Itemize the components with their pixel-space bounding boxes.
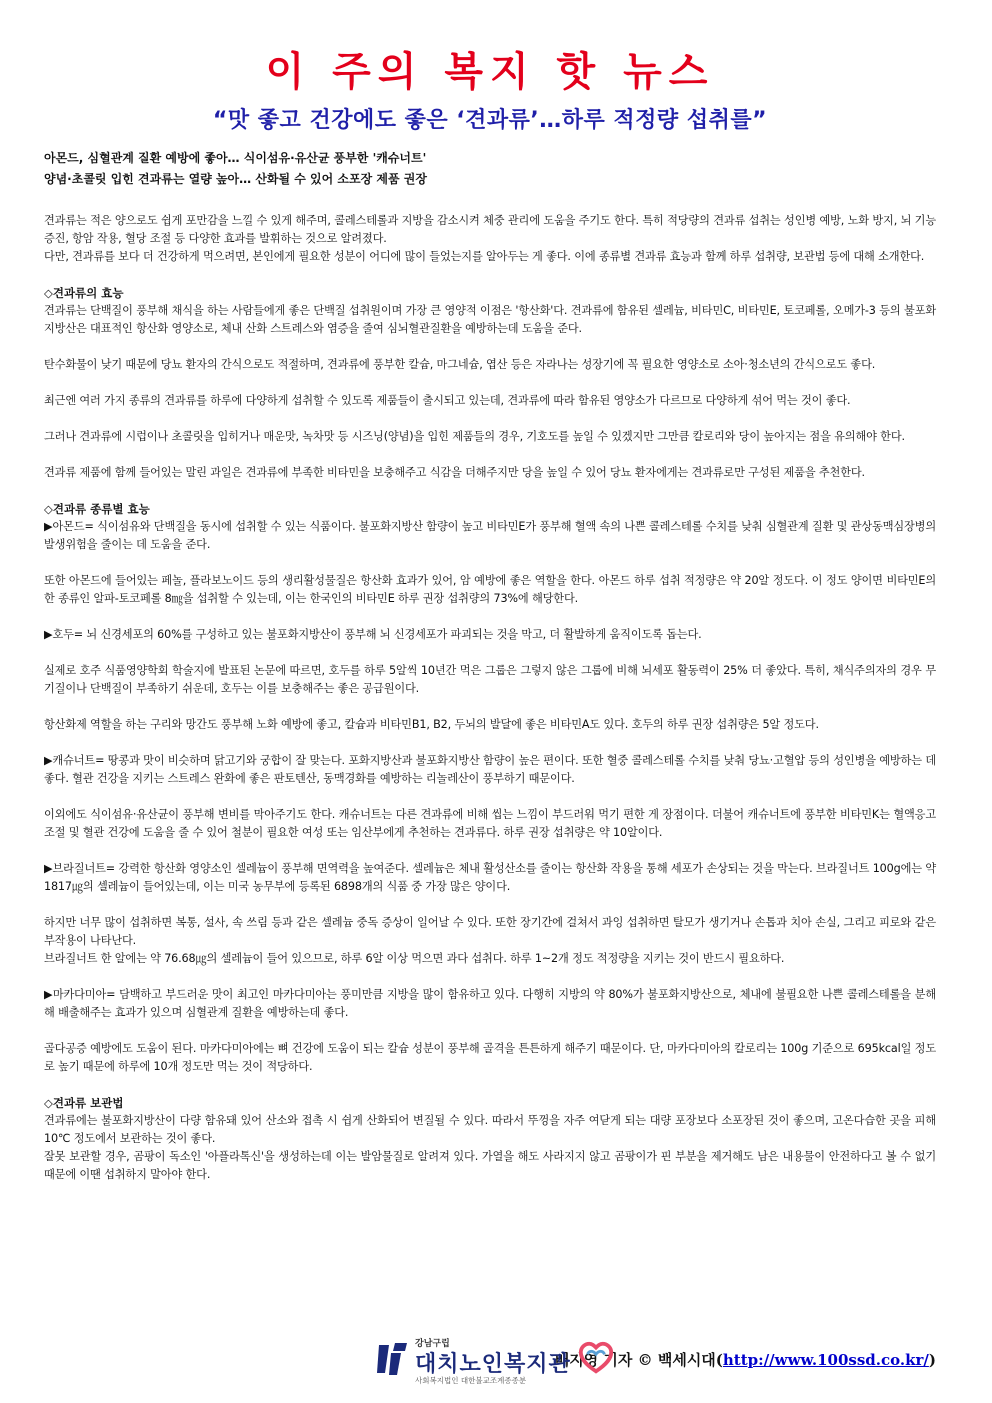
body-paragraph: ▶마카다미아= 담백하고 부드러운 맛이 최고인 마카다미아는 풍미만큼 지방을 많이 함유하고 있다. 다행히 지방의 약 80%가 불포화지방산으로, 체내에 불필요한 나쁜 콜레스테롤을 분해해 배출해주는 효과가 있으며 심혈관계 질환을 예방하는데 좋다. (44, 988, 936, 1019)
body-paragraph: ▶캐슈너트= 땅콩과 맛이 비슷하며 닭고기와 궁합이 잘 맞는다. 포화지방산과 불포화지방산 함량이 높은 편이다. 또한 혈중 콜레스테롤 수치를 낮춰 당뇨·고혈압 등의 성인병을 예방하는 데 좋다. 혈관 건강을 지키는 스트레스 완화에 좋은 판토텐산, 동맥경화를 예방하는 리놀레산이 풍부하기 때문이다. (44, 754, 936, 785)
byline-close: ) (928, 1351, 936, 1369)
intro-paragraph: 견과류는 적은 양으로도 쉽게 포만감을 느낄 수 있게 해주며, 콜레스테롤과 지방을 감소시켜 체중 관리에 도움을 주기도 한다. 특히 적당량의 견과류 섭취는 성인병 예방, 노화 방지, 뇌 기능 증진, 항암 작용, 혈당 조절 등 다양한 효과를 발휘하는 것으로 알려졌다. (44, 214, 936, 245)
section-heading-benefits: ◇견과류의 효능 (44, 286, 124, 300)
lead-line: 양념·초콜릿 입힌 견과류는 열량 높아… 산화될 수 있어 소포장 제품 권장 (44, 172, 427, 186)
body-paragraph: 견과류는 단백질이 풍부해 채식을 하는 사람들에게 좋은 단백질 섭취원이며 가장 큰 영양적 이점은 '항산화'다. 견과류에 함유된 셀레늄, 비타민C, 비타민E, 토코페롤, 오메가-3 등의 불포화지방산은 대표적인 항산화 영양소로, 체내 산화 스트레스와 염증을 줄여 심뇌혈관질환을 예방하는데 도움을 준다. (44, 304, 936, 335)
body-paragraph: 최근엔 여러 가지 종류의 견과류를 하루에 다양하게 섭취할 수 있도록 제품들이 출시되고 있는데, 견과류에 따라 함유된 영양소가 다르므로 다양하게 섞어 먹는 것이 좋다. (44, 394, 851, 407)
source-link[interactable]: http://www.100ssd.co.kr/ (722, 1351, 929, 1369)
lead-summary (44, 148, 936, 190)
body-paragraph: ▶호두= 뇌 신경세포의 60%를 구성하고 있는 불포화지방산이 풍부해 뇌 신경세포가 파괴되는 것을 막고, 더 활발하게 움직이도록 돕는다. (44, 628, 702, 641)
logo-name: 대치노인복지관 (415, 1352, 571, 1377)
logo-operator: 사회복지법인 대한불교조계종종분 (415, 1376, 527, 1385)
organization-logo (375, 1335, 615, 1390)
body-paragraph: 잘못 보관할 경우, 곰팡이 독소인 '아플라톡신'을 생성하는데 이는 발암물질로 알려져 있다. 가열을 해도 사라지지 않고 곰팡이가 핀 부분을 제거해도 남은 내용물이 안전하다고 볼 수 없기 때문에 이땐 섭취하지 말아야 한다. (44, 1150, 936, 1181)
section-heading-storage: ◇견과류 보관법 (44, 1096, 124, 1110)
body-paragraph: 견과류 제품에 함께 들어있는 말린 과일은 견과류에 부족한 비타민을 보충해주고 식감을 더해주지만 당을 높일 수 있어 당뇨 환자에게는 견과류로만 구성된 제품을 추천한다. (44, 466, 865, 479)
article-page (44, 44, 936, 1184)
body-paragraph: 그러나 견과류에 시럽이나 초콜릿을 입히거나 매운맛, 녹차맛 등 시즈닝(양념)을 입힌 제품들의 경우, 기호도를 높일 수 있겠지만 그만큼 칼로리와 당이 높아지는 점을 유의해야 한다. (44, 430, 905, 443)
body-paragraph: 브라질너트 한 알에는 약 76.68㎍의 셀레늄이 들어 있으므로, 하루 6알 이상 먹으면 과다 섭취다. 하루 1~2개 정도 적정량을 지키는 것이 반드시 필요하다. (44, 952, 785, 965)
organization-mark-icon (375, 1339, 409, 1379)
logo-district: 강남구립 (415, 1339, 450, 1349)
section-heading-types: ◇견과류 종류별 효능 (44, 502, 150, 516)
body-paragraph: 탄수화물이 낮기 때문에 당뇨 환자의 간식으로도 적절하며, 견과류에 풍부한 칼슘, 마그네슘, 엽산 등은 자라나는 성장기에 꼭 필요한 영양소로 소아·청소년의 간식으로도 좋다. (44, 358, 876, 371)
intro-paragraph: 다만, 견과류를 보다 더 건강하게 먹으려면, 본인에게 필요한 성분이 어디에 많이 들었는지를 알아두는 게 좋다. 이에 종류별 견과류 효능과 함께 하루 섭취량, 보관법 등에 대해 소개한다. (44, 250, 925, 263)
byline-text: 배지영 기자 © 백세시대( (554, 1351, 723, 1369)
body-paragraph: ▶아몬드= 식이섬유와 단백질을 동시에 섭취할 수 있는 식품이다. 불포화지방산 함량이 높고 비타민E가 풍부해 혈액 속의 나쁜 콜레스테롤 수치를 낮춰 심혈관계 질환 및 관상동맥심장병의 발생위험을 줄이는 데 도움을 준다. (44, 520, 936, 551)
body-paragraph: 항산화제 역할을 하는 구리와 망간도 풍부해 노화 예방에 좋고, 칼슘과 비타민B1, B2, 두뇌의 발달에 좋은 비타민A도 있다. 호두의 하루 권장 섭취량은 5알 정도다. (44, 718, 819, 731)
body-paragraph: 하지만 너무 많이 섭취하면 복통, 설사, 속 쓰림 등과 같은 셀레늄 중독 증상이 일어날 수 있다. 또한 장기간에 걸쳐서 과잉 섭취하면 탈모가 생기거나 손톱과 치아 손실, 그리고 피로와 같은 부작용이 나타난다. (44, 916, 936, 947)
heart-icon (577, 1339, 615, 1377)
body-paragraph: 또한 아몬드에 들어있는 페놀, 플라보노이드 등의 생리활성물질은 항산화 효과가 있어, 암 예방에 좋은 역할을 한다. 아몬드 하루 섭취 적정량은 약 20알 정도다. 이 정도 양이면 비타민E의 한 종류인 알파-토코페롤 8㎎을 섭취할 수 있는데, 이는 한국인의 비타민E 하루 권장 섭취량의 73%에 해당한다. (44, 574, 936, 605)
body-paragraph: ▶브라질너트= 강력한 항산화 영양소인 셀레늄이 풍부해 면역력을 높여준다. 셀레늄은 체내 활성산소를 줄이는 항산화 작용을 통해 세포가 손상되는 것을 막는다. 브라질너트 100g에는 약 1817㎍의 셀레늄이 들어있는데, 이는 미국 농무부에 등록된 6898개의 식품 중 가장 많은 양이다. (44, 862, 936, 893)
lead-line: 아몬드, 심혈관계 질환 예방에 좋아… 식이섬유·유산균 풍부한 '캐슈너트' (44, 151, 427, 165)
body-paragraph: 견과류에는 불포화지방산이 다량 함유돼 있어 산소와 접촉 시 쉽게 산화되어 변질될 수 있다. 따라서 뚜껑을 자주 여닫게 되는 대량 포장보다 소포장된 것이 좋으며, 고온다습한 곳을 피해 10℃ 정도에서 보관하는 것이 좋다. (44, 1114, 936, 1145)
page-title: 이 주의 복지 핫 뉴스 (265, 49, 715, 95)
body-paragraph: 실제로 호주 식품영양학회 학술지에 발표된 논문에 따르면, 호두를 하루 5알씩 10년간 먹은 그룹은 그렇지 않은 그룹에 비해 뇌세포 활동력이 25% 더 좋았다. 특히, 채식주의자의 경우 무기질이나 단백질이 부족하기 쉬운데, 호두는 이를 보충해주는 좋은 공급원이다. (44, 664, 936, 695)
article-headline: “맛 좋고 건강에도 좋은 ‘견과류’…하루 적정량 섭취를” (212, 108, 768, 133)
body-paragraph: 골다공증 예방에도 도움이 된다. 마카다미아에는 뼈 건강에 도움이 되는 칼슘 성분이 풍부해 골격을 튼튼하게 해주기 때문이다. 단, 마카다미아의 칼로리는 100g 기준으로 695kcal일 정도로 높기 때문에 하루에 10개 정도만 먹는 것이 적당하다. (44, 1042, 936, 1073)
body-paragraph: 이외에도 식이섬유·유산균이 풍부해 변비를 막아주기도 한다. 캐슈너트는 다른 견과류에 비해 씹는 느낌이 부드러워 먹기 편한 게 장점이다. 더불어 캐슈너트에 풍부한 비타민K는 혈액응고조절 및 혈관 건강에 도움을 줄 수 있어 철분이 필요한 여성 또는 임산부에게 추천하는 견과류다. 하루 권장 섭취량은 약 10알이다. (44, 808, 936, 839)
